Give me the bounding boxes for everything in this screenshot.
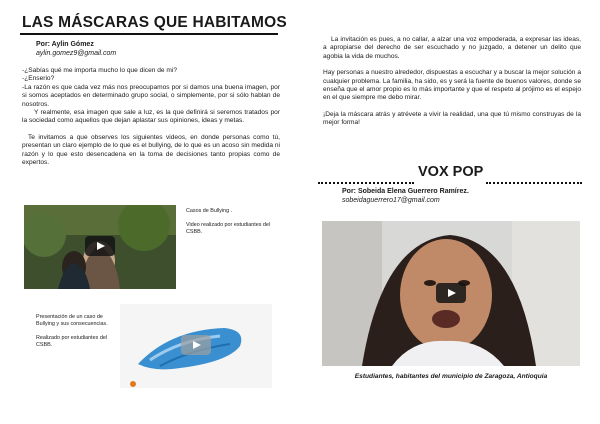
author-name: Por: Aylin Gómez (36, 41, 94, 48)
article-title: LAS MÁSCARAS QUE HABITAMOS (22, 14, 287, 31)
play-button-icon[interactable] (181, 335, 211, 355)
paragraph: -La razón es que cada vez más nos preocupamos por si damos una buena imagen, por si somos aceptados en determinado grupo social, o simplemente, por si sólo hablan de nosotros. (22, 83, 280, 108)
vox-pop-email: sobeidaguerrero17@gmail.com (342, 197, 440, 204)
vox-pop-author: Por: Sobeida Elena Guerrero Ramírez. (342, 188, 469, 195)
section-title: VOX POP (418, 164, 484, 180)
paragraph: La invitación es pues, a no callar, a alzar una voz empoderada, a expresar las ideas, a apropiarse del derecho de ser escuchado y no juzgado, a detener un delito que agobia la vida de muchos. (323, 36, 581, 60)
section-divider-right (486, 182, 582, 184)
video2-caption (36, 314, 122, 349)
play-button-icon[interactable] (85, 236, 115, 256)
caption-line: Casos de Bullying . (186, 208, 233, 214)
paragraph: Y realmente, esa imagen que sale a luz, es la que definirá si seremos tratados por la sociedad como aquellos que dejan aplastar sus opiniones, ideas y metas. (22, 109, 280, 125)
paragraph: ¡Deja la máscara atrás y atrévete a vivir la realidad, una que tú mismo construyas de la mejor forma! (323, 110, 581, 127)
caption-line: Video realizado por estudiantes del CSBB. (186, 222, 271, 235)
video-thumbnail-bullying-cases[interactable] (24, 205, 176, 289)
author-email: aylin.gomez9@gmail.com (36, 50, 117, 57)
paragraph: Te invitamos a que observes los siguientes videos, en donde personas como tú, presentan un claro ejemplo de lo que es el bullying, de lo que es un acoso sin medida ni razón y lo que esto desencadena en la toma de decisiones tanto propias como de expertos. (22, 133, 280, 167)
paragraph: -¿Enserio? (22, 75, 55, 83)
title-rule (20, 33, 278, 35)
caption-line: Realizado por estudiantes del CSBB. (36, 335, 108, 348)
vox-pop-video-caption: Estudiantes, habitantes del municipio de Zaragoza, Antioquia (354, 373, 548, 380)
caption-line (186, 215, 276, 222)
video-thumbnail-bullying-presentation[interactable] (120, 304, 272, 388)
caption-line (36, 328, 122, 335)
article-body-continued (323, 36, 581, 128)
paragraph: Hay personas a nuestro alrededor, dispuestas a escuchar y a buscar la mejor solución a cualquier problema. La familia, ha sido, es y será la fuente de buenos valores, donde se enseña que el amor propio es lo más importante y que el respeto al prójimo es el espejo en el que siempre me debo mirar. (323, 69, 581, 102)
caption-line: Presentación de un caso de Bullying y sus consecuencias. (36, 314, 108, 327)
article-body (22, 67, 280, 167)
section-divider-left (318, 182, 414, 184)
video1-caption (186, 208, 276, 236)
paragraph: -¿Sabías qué me importa mucho lo que dicen de mi? (22, 67, 178, 74)
play-button-icon[interactable] (436, 283, 466, 303)
vox-pop-video[interactable] (322, 221, 580, 366)
